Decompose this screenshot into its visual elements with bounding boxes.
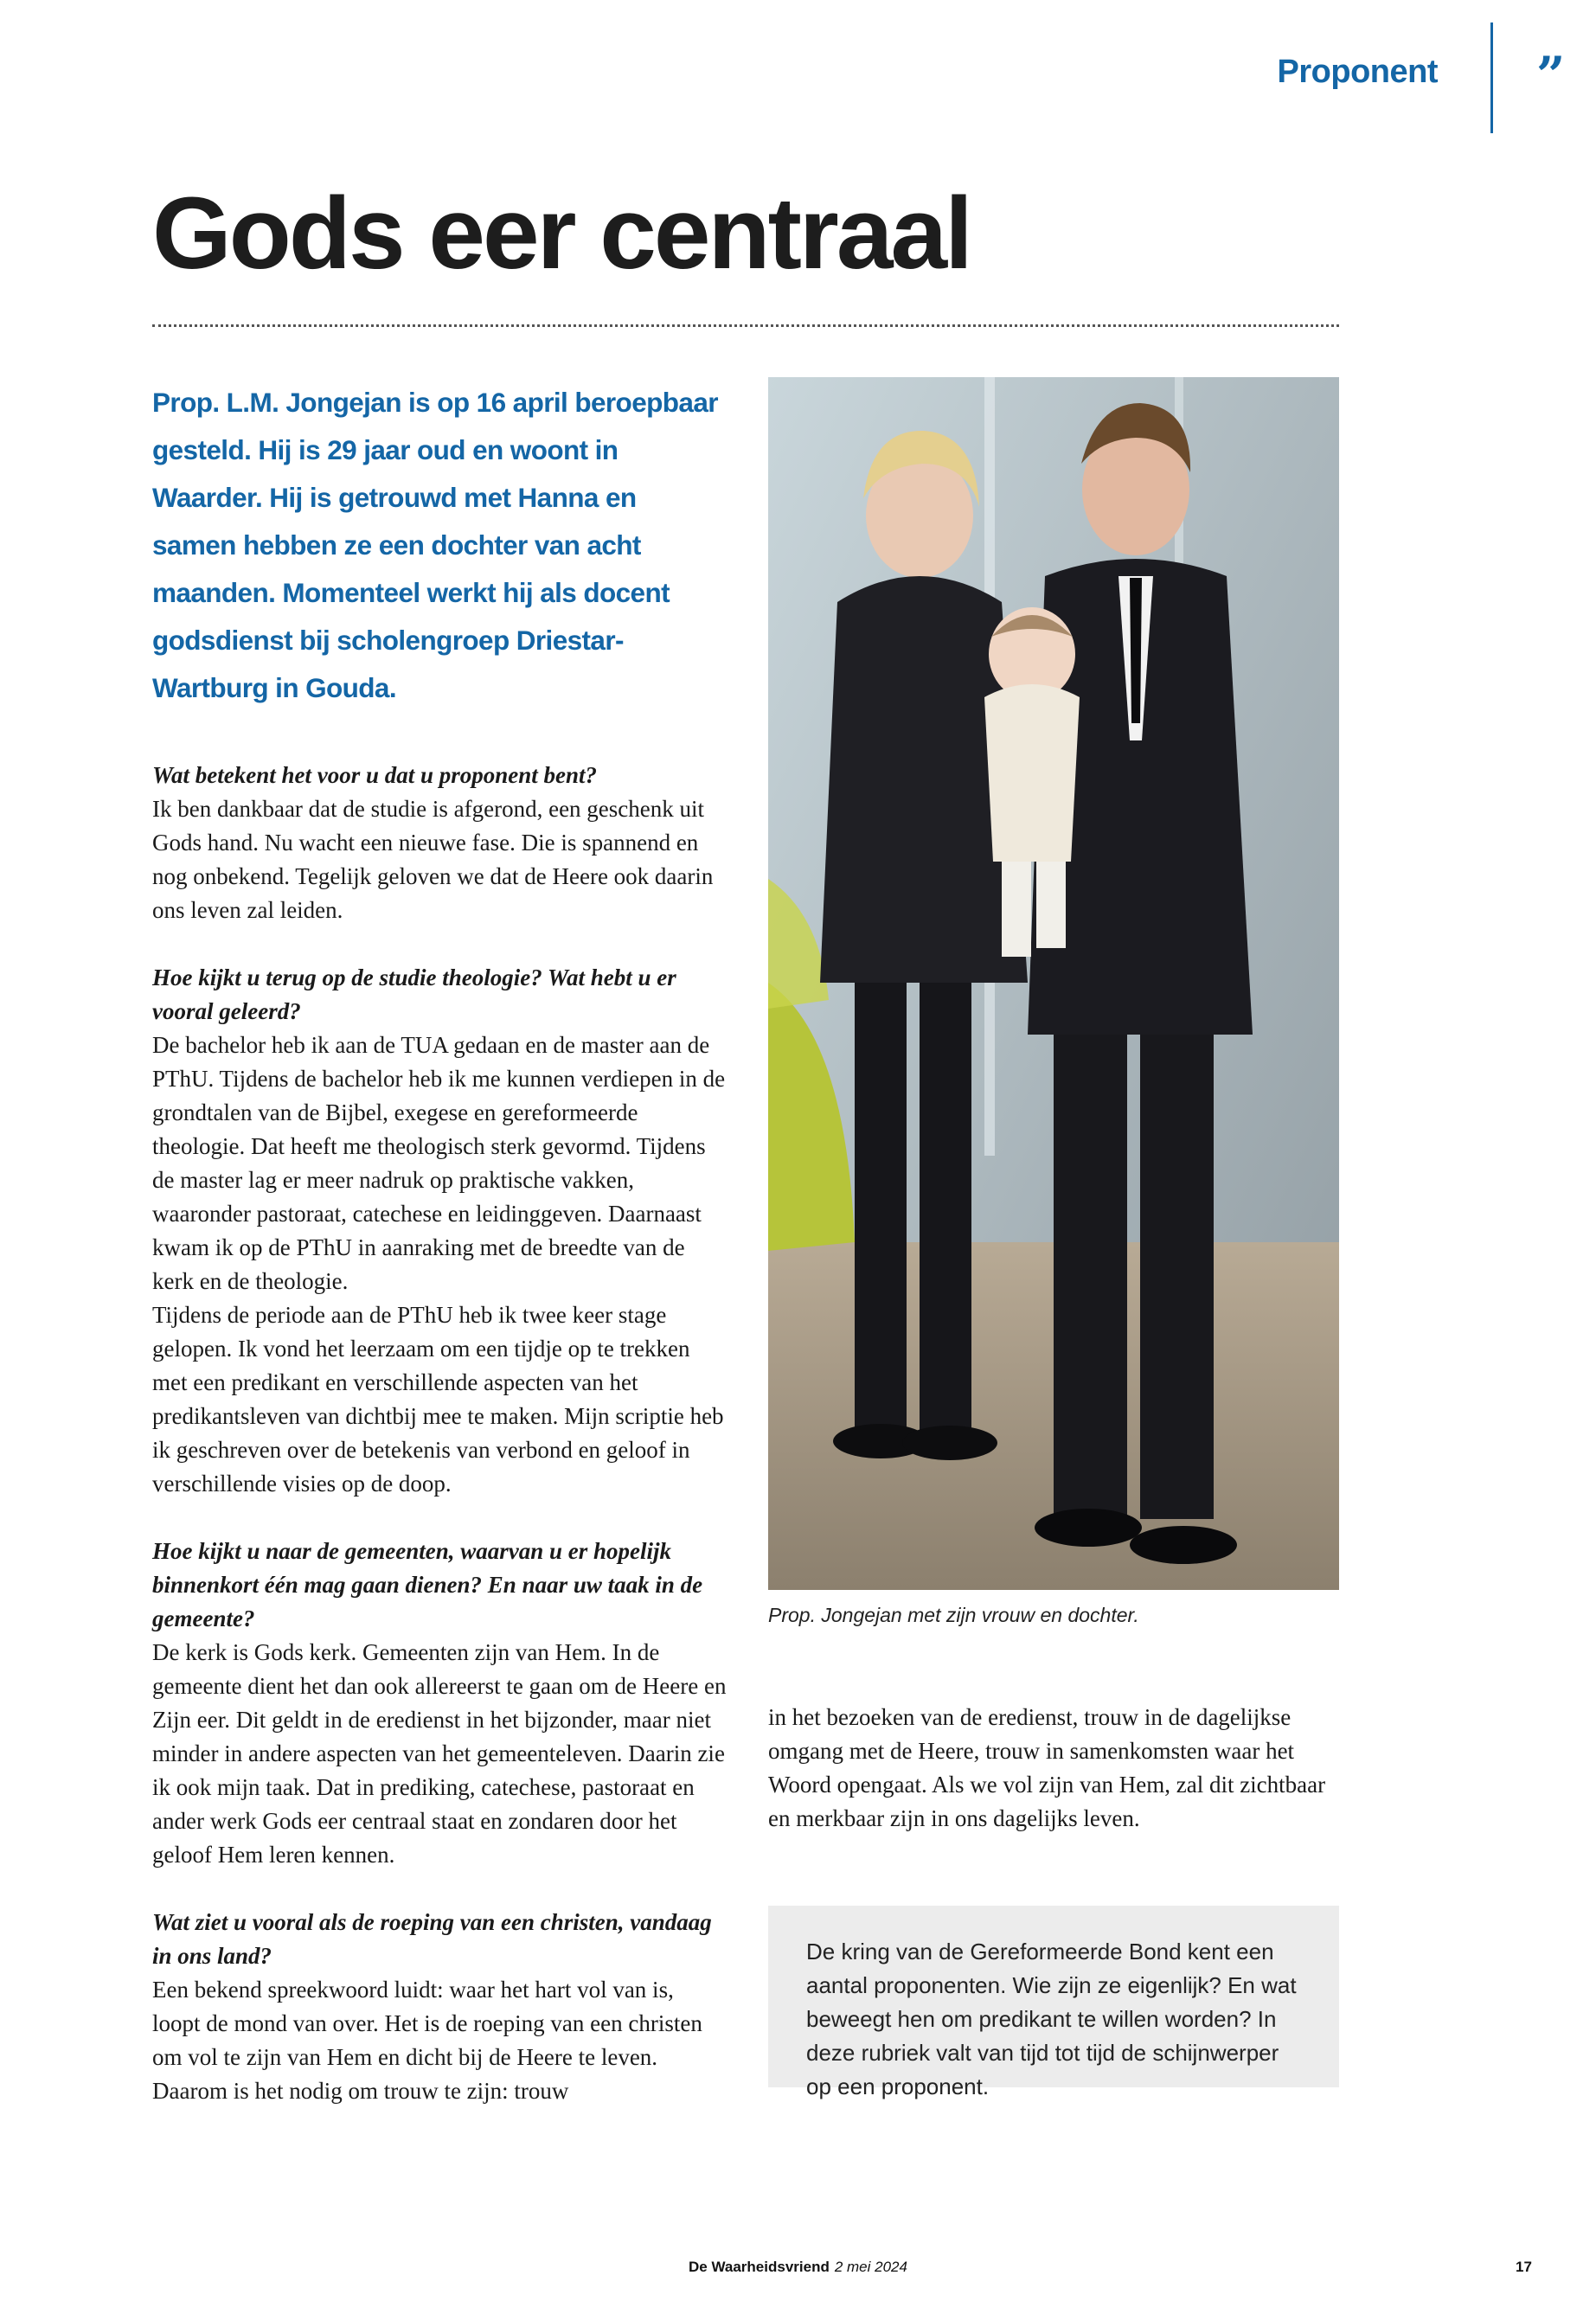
rubric-info-box [768, 1906, 1339, 2099]
answer-3: De kerk is Gods kerk. Gemeenten zijn van Hem. In de gemeente dient het dan ook allereerst te gaan om de Heere en Zijn eer. Dit geldt in de eredienst in het bijzonder, maar niet minder in andere aspecten van het gemeenteleven. Daarin zie ik ook mijn taak. Dat in prediking, catechese, pastoraat en ander werk Gods eer centraal staat en zondaren door het geloof Hem leren kennen. [152, 1639, 727, 1868]
footer-date: 2 mei 2024 [834, 2259, 907, 2275]
photo-caption: Prop. Jongejan met zijn vrouw en dochter. [768, 1604, 1139, 1626]
answer-4: Een bekend spreekwoord luidt: waar het hart vol van is, loopt de mond van over. Het is de roeping van een christen om vol te zijn van Hem en dicht bij de Heere te leven. Daarom is het nodig om trouw te zijn: trouw [152, 1977, 702, 2104]
section-label: Proponent [1277, 54, 1438, 90]
answer-2: De bachelor heb ik aan de TUA gedaan en de master aan de PThU. Tijdens de bachelor heb ik me kunnen verdiepen in de grondtalen van de Bijbel, exegese en gereformeerde theologie. Dat heeft me theologisch sterk gevormd. Tijdens de master lag er meer nadruk op praktische vakken, waaronder pastoraat, catechese en leidinggeven. Daarnaast kwam ik op de PThU in aanraking met de breedte van de kerk en de theologie. [152, 1032, 726, 1294]
header-divider [1490, 22, 1493, 133]
page-footer [0, 2259, 1596, 2276]
right-column [768, 1701, 1339, 1836]
rubric-info-text: De kring van de Gereformeerde Bond kent een aantal proponenten. Wie zijn ze eigenlijk? En wat beweegt hen om predikant te willen worden? In deze rubriek valt van tijd tot tijd de schijnwerper op een proponent. [806, 1939, 1297, 2099]
article-title: Gods eer centraal [152, 176, 971, 291]
footer-magazine-name: De Waarheidsvriend [689, 2259, 830, 2275]
answer-4-continuation: in het bezoeken van de eredienst, trouw in de dagelijkse omgang met de Heere, trouw in samenkomsten waar het Woord opengaat. Als we vol zijn van Hem, zal dit zichtbaar en merkbaar zijn in ons dagelijks leven. [768, 1704, 1326, 1831]
quote-icon: ” [1536, 46, 1566, 105]
family-photo [768, 377, 1339, 1590]
title-divider [152, 324, 1339, 327]
answer-2-paragraph-2: Tijdens de periode aan de PThU heb ik twee keer stage gelopen. Ik vond het leerzaam om een tijdje op te trekken met een predikant en verschillende aspecten van het predikantsleven van dichtbij mee te maken. Mijn scriptie heb ik geschreven over de betekenis van verbond en geloof in verschillende visies op de doop. [152, 1302, 724, 1497]
question-2: Hoe kijkt u terug op de studie theologie? Wat hebt u er vooral geleerd? [152, 965, 676, 1024]
question-4: Wat ziet u vooral als de roeping van een christen, vandaag in ons land? [152, 1909, 712, 1969]
question-1: Wat betekent het voor u dat u proponent bent? [152, 762, 598, 788]
answer-1: Ik ben dankbaar dat de studie is afgerond, een geschenk uit Gods hand. Nu wacht een nieuwe fase. Die is spannend en nog onbekend. Tegelijk geloven we dat de Heere ook daarin ons leven zal leiden. [152, 796, 714, 923]
question-3: Hoe kijkt u naar de gemeenten, waarvan u er hopelijk binnenkort één mag gaan dienen? En naar uw taak in de gemeente? [152, 1538, 703, 1631]
page-number: 17 [1516, 2259, 1532, 2275]
article-intro: Prop. L.M. Jongejan is op 16 april beroepbaar gesteld. Hij is 29 jaar oud en woont in Waarder. Hij is getrouwd met Hanna en samen hebben ze een dochter van acht maanden. Momenteel werkt hij als docent godsdienst bij scholengroep Driestar-Wartburg in Gouda. [152, 387, 718, 703]
left-column [152, 379, 727, 2108]
